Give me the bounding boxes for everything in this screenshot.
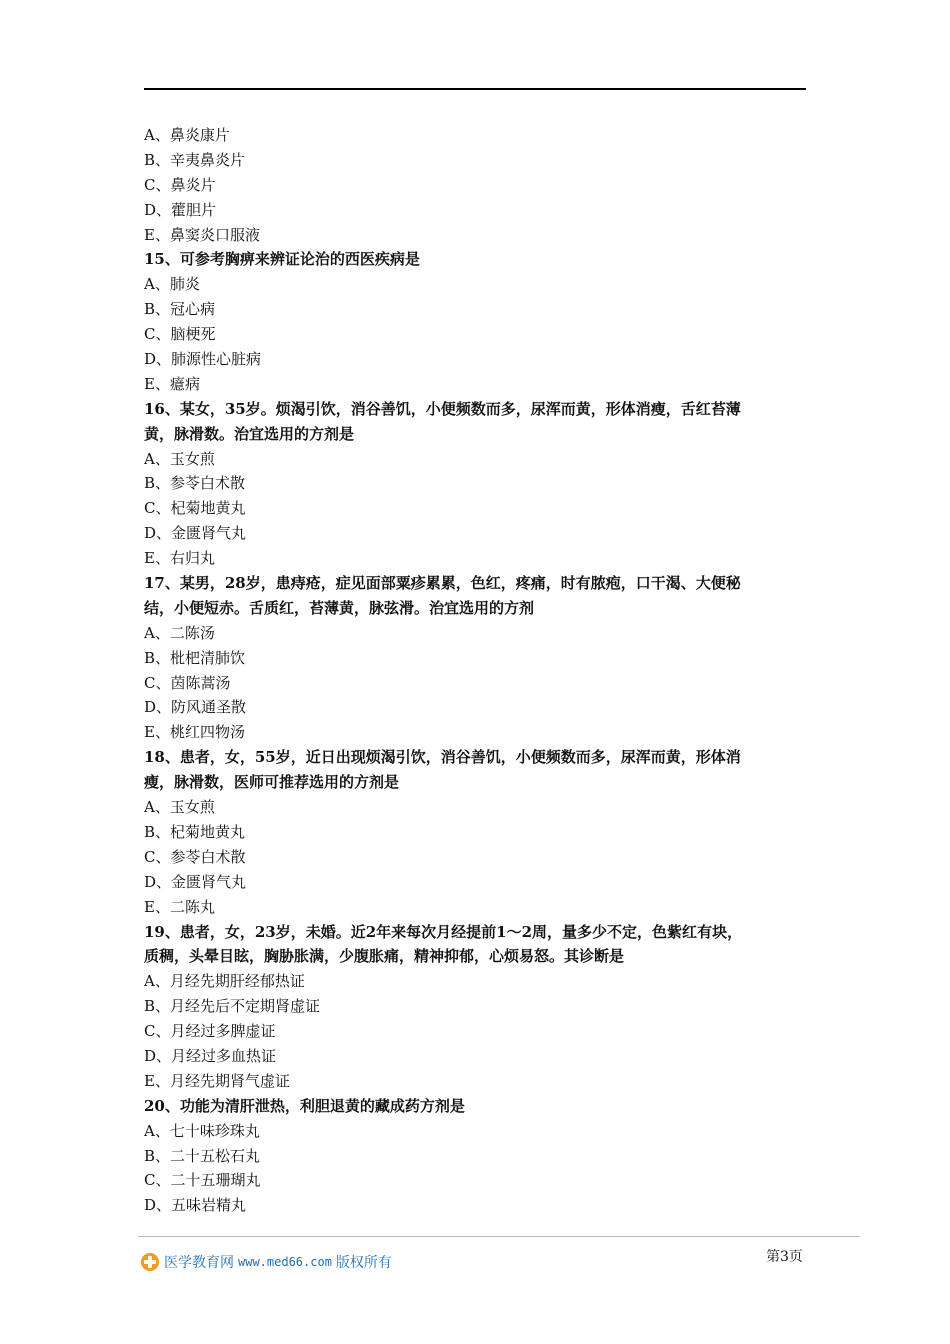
answer-option: A、二陈汤 [144,623,215,642]
footer-copyright: 版权所有 [335,1255,392,1271]
answer-option: A、七十味珍珠丸 [144,1121,260,1140]
answer-option: A、鼻炎康片 [144,126,230,144]
answer-option: E、鼻窦炎口服液 [144,225,260,244]
answer-option: B、辛夷鼻炎片 [144,150,246,169]
answer-option: D、肺源性心脏病 [144,350,262,369]
answer-option: B、冠心病 [144,300,216,319]
answer-option: A、玉女煎 [144,449,215,468]
answer-option: D、五味岩精丸 [144,1196,247,1215]
answer-option: B、月经先后不定期肾虚证 [144,997,321,1016]
answer-option: C、鼻炎片 [144,175,216,194]
answer-option: C、参苓白术散 [144,847,246,866]
answer-option: B、参苓白术散 [144,474,246,493]
footer-rule [138,1236,860,1237]
question-text: 18、患者，女，55岁，近日出现烦渴引饮，消谷善饥，小便频数而多，尿浑而黄，形体消 [144,748,741,767]
question-text: 黄，脉滑数。治宜选用的方剂是 [144,424,355,443]
answer-option: C、二十五珊瑚丸 [144,1171,261,1190]
answer-option: C、杞菊地黄丸 [144,499,246,518]
answer-option: A、玉女煎 [144,798,215,817]
answer-option: D、金匮肾气丸 [144,524,247,543]
answer-option: D、防风通圣散 [144,698,247,717]
document-body [144,123,806,1218]
answer-option: E、桃红四物汤 [144,723,245,742]
footer-site-name: 医学教育网 [164,1255,234,1271]
medical-cross-logo-icon [140,1252,160,1272]
answer-option: C、茵陈蒿汤 [144,673,231,692]
footer-brand [140,1252,392,1272]
question-text: 结，小便短赤。舌质红，苔薄黄，脉弦滑。治宜选用的方剂 [144,598,535,617]
answer-option: A、月经先期肝经郁热证 [144,972,305,991]
question-text: 16、某女，35岁。烦渴引饮，消谷善饥，小便频数而多，尿浑而黄，形体消瘦，舌红苔薄 [144,399,741,418]
question-text: 瘦，脉滑数，医师可推荐选用的方剂是 [144,773,400,792]
answer-option: E、二陈丸 [144,897,215,916]
question-text: 20、功能为清肝泄热，利胆退黄的藏成药方剂是 [144,1096,465,1115]
page-number: 第3页 [766,1249,803,1265]
question-text: 19、患者，女，23岁，未婚。近2年来每次月经提前1～2周，量多少不定，色紫红有块， [144,922,743,941]
answer-option: B、枇杷清肺饮 [144,648,246,667]
answer-option: D、金匮肾气丸 [144,872,247,891]
answer-option: A、肺炎 [144,275,200,294]
answer-option: D、藿胆片 [144,200,217,219]
question-text: 17、某男，28岁，患痔疮，症见面部粟疹累累，色红，疼痛，时有脓疱，口干渴、大便秘 [144,574,741,593]
header-rule [144,88,806,90]
footer-url: www.med66.com [238,1255,332,1269]
question-text: 15、可参考胸痹来辨证论治的西医疾病是 [144,250,420,269]
answer-option: E、癔病 [144,374,200,393]
answer-option: E、右归丸 [144,549,215,568]
answer-option: C、月经过多脾虚证 [144,1022,276,1041]
answer-option: E、月经先期肾气虚证 [144,1071,290,1090]
answer-option: B、杞菊地黄丸 [144,822,246,841]
answer-option: C、脑梗死 [144,325,216,344]
answer-option: D、月经过多血热证 [144,1046,277,1065]
answer-option: B、二十五松石丸 [144,1146,261,1165]
question-text: 质稠，头晕目眩，胸胁胀满，少腹胀痛，精神抑郁，心烦易怒。其诊断是 [144,947,625,966]
